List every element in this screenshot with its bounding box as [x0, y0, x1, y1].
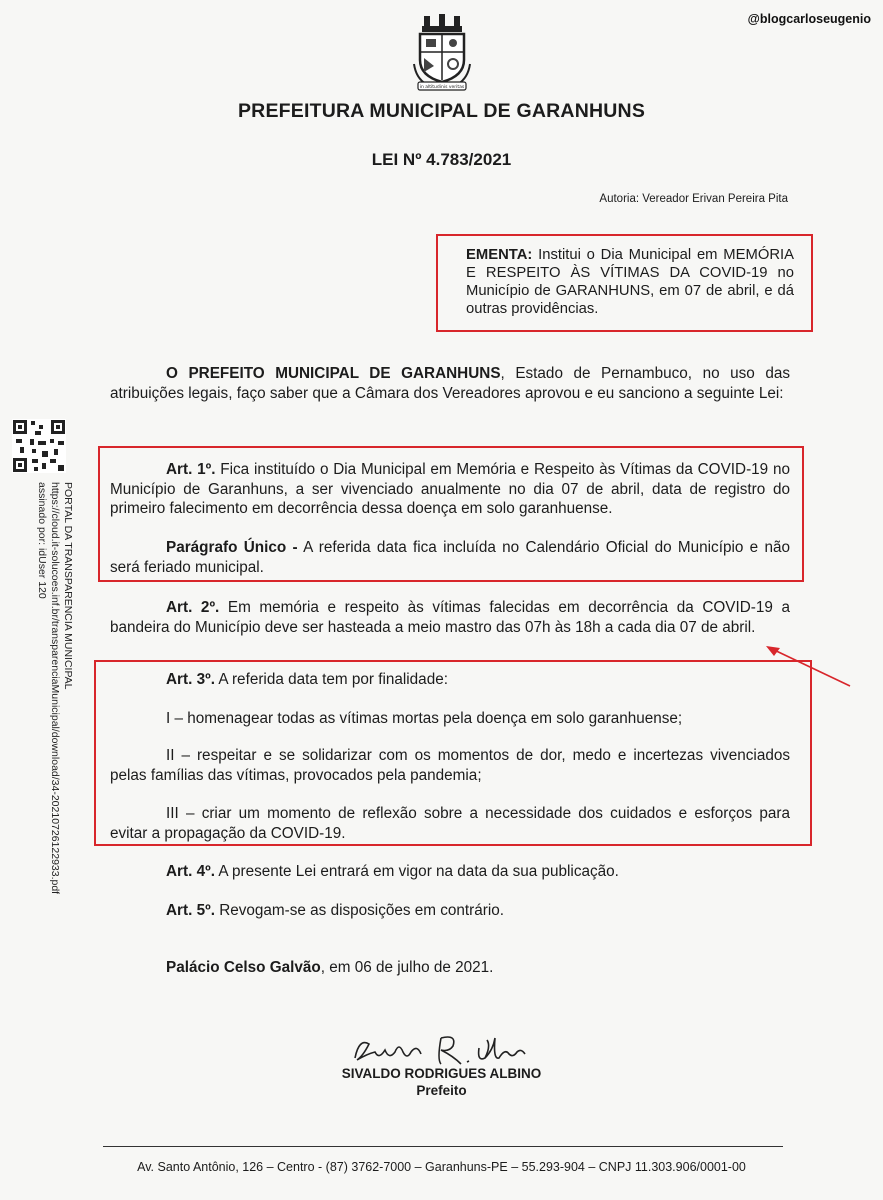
stamp-line-2: https://cloud.it-solucoes.inf.br/transparenciaMunicipal/download/34-20210726122933.pdf	[49, 482, 61, 895]
crest-motto: in altitudinis veritas	[419, 85, 465, 90]
inciso-3: III – criar um momento de reflexão sobre a necessidade dos cuidados e esforços para evitar a propagação da COVID-19.	[110, 805, 790, 842]
stamp-line-3: assinado por: idUser 120	[36, 482, 48, 599]
article-1-text: Fica instituído o Dia Municipal em Memória e Respeito às Vítimas da COVID-19 no Município de Garanhuns, a ser vivenciado anualmente no dia 07 de abril, data de registro do primeiro falecimento em decorrência dessa doença em solo garanhuense.	[110, 461, 790, 517]
inciso-1: I – homenagear todas as vítimas mortas pela doença em solo garanhuense;	[166, 710, 683, 727]
paragrafo-unico	[110, 538, 790, 577]
signature-icon	[345, 1030, 545, 1070]
transparency-stamp	[35, 482, 74, 894]
closing-place: Palácio Celso Galvão	[166, 959, 321, 976]
ementa	[466, 246, 794, 318]
article-5	[110, 901, 790, 921]
closing-date: , em 06 de julho de 2021.	[320, 959, 494, 976]
article-1-label: Art. 1º.	[166, 461, 216, 478]
stamp-line-1: PORTAL DA TRANSPARENCIA MUNICIPAL	[62, 482, 74, 690]
footer-address: Av. Santo Antônio, 126 – Centro - (87) 3762-7000 – Garanhuns-PE – 55.293-904 – CNPJ 11.303.906/0001-00	[137, 1160, 746, 1174]
signer-role: Prefeito	[416, 1083, 467, 1098]
article-3-label: Art. 3º.	[166, 671, 215, 688]
law-number: LEI Nº 4.783/2021	[371, 150, 512, 169]
ementa-label: EMENTA:	[466, 247, 533, 263]
inciso-2: II – respeitar e se solidarizar com os momentos de dor, medo e incertezas vivenciados pelas famílias das vítimas, provocados pela pandemia;	[110, 747, 790, 784]
preamble-text: , Estado de Pernambuco, no uso das atribuições legais, faço saber que a Câmara dos Vereadores aprovou e eu sanciono a seguinte Lei:	[110, 365, 790, 402]
article-5-label: Art. 5º.	[166, 902, 215, 919]
article-4	[110, 862, 790, 882]
article-3-text: A referida data tem por finalidade:	[218, 671, 448, 688]
article-4-label: Art. 4º.	[166, 863, 215, 880]
authorship: Autoria: Vereador Erivan Pereira Pita	[599, 193, 788, 205]
watermark: @blogcarloseugenio	[747, 12, 871, 26]
article-3	[110, 670, 790, 690]
article-4-text: A presente Lei entrará em vigor na data da sua publicação.	[218, 863, 619, 880]
article-2	[110, 598, 790, 637]
page-title: PREFEITURA MUNICIPAL DE GARANHUNS	[237, 100, 646, 122]
footer-divider	[103, 1146, 783, 1147]
article-1	[110, 460, 790, 519]
paragrafo-text: A referida data fica incluída no Calendário Oficial do Município e não será feriado municipal.	[110, 539, 791, 576]
article-2-text: Em memória e respeito às vítimas falecidas em decorrência da COVID-19 a bandeira do Município deve ser hasteada a meio mastro das 07h às 18h a cada dia 07 de abril.	[110, 599, 790, 636]
article-5-text: Revogam-se as disposições em contrário.	[219, 902, 505, 919]
preamble-bold: O PREFEITO MUNICIPAL DE GARANHUNS	[166, 365, 501, 382]
preamble	[110, 364, 790, 403]
article-2-label: Art. 2º.	[166, 599, 220, 616]
closing	[110, 958, 790, 978]
coat-of-arms-icon	[412, 14, 472, 94]
paragrafo-label: Parágrafo Único -	[166, 539, 298, 556]
qr-code-icon	[12, 419, 66, 473]
signer-name: SIVALDO RODRIGUES ALBINO	[341, 1066, 542, 1081]
ementa-text: Institui o Dia Municipal em MEMÓRIA E RESPEITO ÀS VÍTIMAS DA COVID-19 no Município de GARANHUNS, em 07 de abril, e dá outras providências.	[466, 247, 794, 317]
